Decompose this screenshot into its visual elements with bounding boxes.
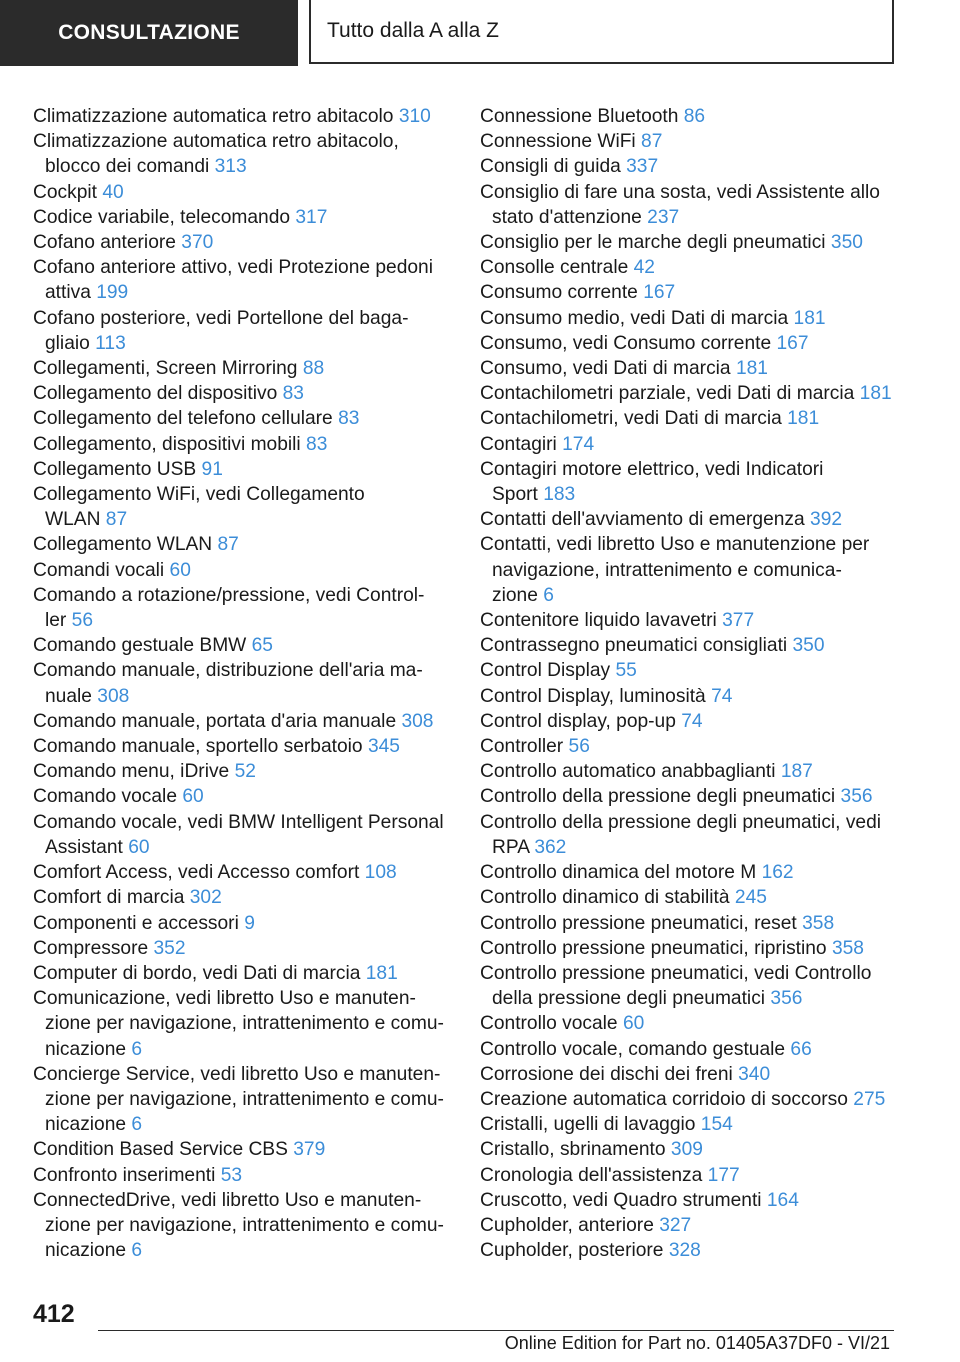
index-entry-text: Cofano anteriore attivo, vedi Protezione pedoni: [33, 257, 433, 279]
page-reference-link[interactable]: 88: [302, 358, 325, 380]
index-entry: [33, 658, 443, 708]
index-entry: [480, 180, 900, 230]
index-entry-text: Control display, pop-up: [480, 710, 676, 732]
page-reference-link[interactable]: 52: [234, 761, 256, 783]
page-reference-link[interactable]: 83: [338, 408, 360, 430]
index-entry-text: Comfort di marcia: [33, 887, 185, 909]
index-entry-text: Controllo dinamico di stabilità: [480, 887, 730, 909]
page-reference-link[interactable]: 6: [131, 1240, 143, 1262]
index-entry-text: Climatizzazione automatica retro abitacolo: [33, 106, 394, 127]
index-entry-text: della pressione degli pneumatici: [492, 988, 766, 1010]
index-entry-text: Condition Based Service CBS: [33, 1139, 288, 1161]
index-entry-text: Concierge Service, vedi libretto Uso e manuten-: [33, 1063, 441, 1085]
index-entry-text: Cockpit: [33, 181, 97, 203]
index-entry-text: Contenitore liquido lavavetri: [480, 610, 717, 632]
index-entry: [480, 1112, 900, 1137]
index-entry: [33, 860, 443, 885]
index-entry: [480, 1062, 900, 1087]
index-entry-text: Assistant: [45, 836, 123, 858]
page-reference-link[interactable]: 60: [169, 559, 191, 581]
index-entry: [33, 356, 443, 381]
index-entry-text: nicazione: [45, 1038, 127, 1060]
index-entry-text: Componenti e accessori: [33, 912, 239, 934]
index-entry: [33, 1062, 443, 1138]
index-entry-text: Controller: [480, 736, 564, 758]
index-entry-text: Consumo corrente: [480, 282, 638, 304]
index-entry-text: WLAN: [45, 509, 101, 531]
page-reference-link[interactable]: 162: [761, 862, 794, 884]
page-reference-link[interactable]: 328: [668, 1240, 701, 1262]
page-reference-link[interactable]: 108: [364, 862, 397, 884]
index-entry: [480, 406, 900, 431]
index-entry: [480, 734, 900, 759]
index-entry-text: Sport: [492, 484, 538, 506]
index-entry: [480, 911, 900, 936]
page-reference-link[interactable]: 91: [201, 458, 223, 480]
index-entry-text: ConnectedDrive, vedi libretto Uso e manuten-: [33, 1189, 422, 1211]
index-entry-text: Controllo pressione pneumatici, vedi Controllo: [480, 962, 872, 984]
index-entry-text: Controllo della pressione degli pneumatici, vedi: [480, 811, 882, 833]
index-entry: [480, 684, 900, 709]
page-reference-link[interactable]: 181: [365, 962, 398, 984]
index-entry-text: zione per navigazione, intrattenimento e comu-: [45, 1214, 444, 1236]
index-entry: [480, 457, 900, 507]
index-entry-text: Connessione WiFi: [480, 131, 636, 153]
index-entry: [480, 154, 900, 179]
index-entry-text: Contatti dell'avviamento di emergenza: [480, 509, 805, 531]
page-reference-link[interactable]: 60: [182, 786, 204, 808]
page-reference-link[interactable]: 187: [780, 761, 813, 783]
index-entry: [480, 1137, 900, 1162]
index-entry: [33, 1188, 443, 1264]
index-entry: [33, 1163, 443, 1188]
page-reference-link[interactable]: 275: [853, 1088, 886, 1110]
page-reference-link[interactable]: 174: [562, 433, 595, 455]
index-entry: [33, 306, 443, 356]
index-entry-text: Cruscotto, vedi Quadro strumenti: [480, 1189, 762, 1211]
index-entry: [480, 356, 900, 381]
index-entry-text: Cristalli, ugelli di lavaggio: [480, 1114, 696, 1136]
index-entry: [480, 1188, 900, 1213]
index-entry: [33, 986, 443, 1062]
index-entry: [480, 1213, 900, 1238]
index-entry-text: Connessione Bluetooth: [480, 106, 679, 127]
index-entry: [480, 936, 900, 961]
page-reference-link[interactable]: 379: [293, 1139, 326, 1161]
index-entry: [33, 583, 443, 633]
chapter-title: Tutto dalla A alla Z: [309, 0, 894, 64]
index-column-right: [480, 104, 900, 1263]
index-entry: [33, 104, 443, 129]
page-reference-link[interactable]: 87: [217, 534, 239, 556]
index-entry-text: Consumo medio, vedi Dati di marcia: [480, 307, 789, 329]
index-entry-text: Contachilometri parziale, vedi Dati di marcia: [480, 383, 855, 405]
index-entry: [33, 255, 443, 305]
index-entry: [480, 230, 900, 255]
index-entry: [33, 734, 443, 759]
index-entry: [480, 810, 900, 860]
section-label: CONSULTAZIONE: [0, 0, 298, 66]
index-entry: [33, 381, 443, 406]
index-entry-text: Comunicazione, vedi libretto Uso e manuten-: [33, 988, 416, 1010]
index-entry-text: Comando vocale, vedi BMW Intelligent Personal: [33, 811, 444, 833]
page-reference-link[interactable]: 345: [367, 736, 400, 758]
page-reference-link[interactable]: 74: [711, 685, 733, 707]
index-entry-text: Controllo automatico anabbaglianti: [480, 761, 776, 783]
index-entry-text: Cofano posteriore, vedi Portellone del baga-: [33, 307, 409, 329]
page-reference-link[interactable]: 87: [105, 509, 128, 531]
index-entry: [480, 104, 900, 129]
index-entry: [480, 658, 900, 683]
index-entry-text: Contrassegno pneumatici consigliati: [480, 635, 788, 657]
index-entry: [480, 255, 900, 280]
index-entry-text: Collegamento WiFi, vedi Collegamento: [33, 484, 365, 506]
index-entry: [480, 1037, 900, 1062]
index-entry: [480, 784, 900, 809]
page-reference-link[interactable]: 310: [398, 106, 431, 127]
index-entry: [33, 885, 443, 910]
index-entry-text: Comando manuale, portata d'aria manuale: [33, 710, 397, 732]
page-reference-link[interactable]: 356: [770, 988, 803, 1010]
index-entry-text: stato d'attenzione: [492, 206, 642, 228]
index-entry: [33, 558, 443, 583]
index-entry-text: Consumo, vedi Dati di marcia: [480, 358, 731, 380]
page-reference-link[interactable]: 337: [626, 156, 659, 178]
page-reference-link[interactable]: 6: [543, 584, 554, 606]
page-reference-link[interactable]: 358: [802, 912, 835, 934]
index-entry: [33, 633, 443, 658]
index-entry: [480, 885, 900, 910]
index-entry: [33, 810, 443, 860]
index-entry-text: Comando manuale, sportello serbatoio: [33, 736, 363, 758]
page-reference-link[interactable]: 86: [683, 106, 706, 127]
index-entry-text: Corrosione dei dischi dei freni: [480, 1063, 733, 1085]
page-reference-link[interactable]: 66: [790, 1038, 812, 1060]
index-entry-text: Consiglio di fare una sosta, vedi Assistente allo: [480, 181, 880, 203]
page-number: 412: [33, 1300, 75, 1328]
page-reference-link[interactable]: 317: [295, 206, 328, 228]
index-entry-text: Controllo pressione pneumatici, reset: [480, 912, 797, 934]
page-reference-link[interactable]: 370: [181, 232, 214, 254]
index-entry-text: Cupholder, anteriore: [480, 1214, 654, 1236]
index-entry: [33, 205, 443, 230]
index-entry-text: gliaio: [45, 332, 90, 354]
page-reference-link[interactable]: 6: [131, 1038, 143, 1060]
index-entry-text: Creazione automatica corridoio di soccorso: [480, 1088, 848, 1110]
index-entry-text: Collegamento del telefono cellulare: [33, 408, 333, 430]
page-reference-link[interactable]: 40: [102, 181, 124, 203]
index-column-left: [33, 104, 443, 1263]
page-reference-link[interactable]: 65: [251, 635, 273, 657]
index-entry: [480, 1087, 900, 1112]
index-entry: [480, 331, 900, 356]
page-reference-link[interactable]: 42: [633, 257, 655, 279]
index-entry-text: zione per navigazione, intrattenimento e comu-: [45, 1088, 444, 1110]
index-entry-text: Comando manuale, distribuzione dell'aria ma-: [33, 660, 423, 682]
page-reference-link[interactable]: 237: [647, 206, 680, 228]
index-entry: [33, 432, 443, 457]
index-entry: [480, 507, 900, 532]
index-entry: [480, 1238, 900, 1263]
index-entry-text: RPA: [492, 836, 529, 858]
index-entry-text: Cristallo, sbrinamento: [480, 1139, 666, 1161]
index-entry-text: ler: [45, 610, 67, 632]
index-entry-text: Controllo della pressione degli pneumatici: [480, 786, 836, 808]
page-reference-link[interactable]: 181: [793, 307, 826, 329]
index-entry-text: Consolle centrale: [480, 257, 629, 279]
index-entry: [480, 1163, 900, 1188]
page-reference-link[interactable]: 327: [659, 1214, 692, 1236]
index-entry: [33, 1137, 443, 1162]
index-entry-text: Control Display: [480, 660, 611, 682]
index-entry: [480, 961, 900, 1011]
page-reference-link[interactable]: 87: [641, 131, 663, 153]
index-entry-text: Consumo, vedi Consumo corrente: [480, 332, 772, 354]
page-reference-link[interactable]: 352: [153, 937, 186, 959]
footer-divider: [98, 1330, 894, 1331]
index-entry-text: Compressore: [33, 937, 149, 959]
index-entry-text: Comando a rotazione/pressione, vedi Control-: [33, 584, 425, 606]
page-reference-link[interactable]: 6: [131, 1114, 143, 1136]
index-entry: [480, 532, 900, 608]
index-entry-text: Collegamento WLAN: [33, 534, 213, 556]
index-entry: [33, 482, 443, 532]
index-entry: [480, 860, 900, 885]
page-reference-link[interactable]: 350: [830, 232, 863, 254]
page-reference-link[interactable]: 164: [766, 1189, 799, 1211]
page-reference-link[interactable]: 362: [534, 836, 567, 858]
index-entry: [480, 381, 900, 406]
page-reference-link[interactable]: 313: [214, 156, 247, 178]
index-entry: [480, 306, 900, 331]
page-reference-link[interactable]: 181: [735, 358, 768, 380]
page-reference-link[interactable]: 183: [543, 484, 576, 506]
index-entry-text: Contagiri motore elettrico, vedi Indicatori: [480, 458, 824, 480]
page-reference-link[interactable]: 309: [670, 1139, 703, 1161]
index-entry-text: Computer di bordo, vedi Dati di marcia: [33, 962, 361, 984]
page-reference-link[interactable]: 340: [738, 1063, 771, 1085]
index-entry-text: zione per navigazione, intrattenimento e comu-: [45, 1013, 444, 1035]
page-reference-link[interactable]: 60: [622, 1013, 645, 1035]
page-reference-link[interactable]: 181: [859, 383, 892, 405]
index-entry-text: Climatizzazione automatica retro abitacolo,: [33, 131, 399, 153]
index-entry-text: Cupholder, posteriore: [480, 1240, 664, 1262]
index-entry-text: Collegamento del dispositivo: [33, 383, 278, 405]
index-entry: [480, 129, 900, 154]
index-entry: [480, 633, 900, 658]
index-entry: [480, 432, 900, 457]
index-entry: [33, 532, 443, 557]
index-entry-text: Collegamenti, Screen Mirroring: [33, 358, 298, 380]
page-reference-link[interactable]: 199: [96, 282, 129, 304]
index-entry: [33, 936, 443, 961]
index-entry: [480, 759, 900, 784]
index-entry-text: attiva: [45, 282, 91, 304]
index-entry-text: Controllo dinamica del motore M: [480, 862, 757, 884]
page-reference-link[interactable]: 302: [189, 887, 222, 909]
page-reference-link[interactable]: 356: [840, 786, 873, 808]
page-reference-link[interactable]: 167: [776, 332, 809, 354]
index-entry-text: nicazione: [45, 1114, 127, 1136]
index-entry-text: Contagiri: [480, 433, 557, 455]
index-entry-text: Controllo pressione pneumatici, ripristino: [480, 937, 827, 959]
index-entry-text: Collegamento, dispositivi mobili: [33, 433, 301, 455]
index-entry-text: Confronto inserimenti: [33, 1164, 216, 1186]
index-entry: [33, 180, 443, 205]
index-entry-text: Comando gestuale BMW: [33, 635, 247, 657]
index-entry: [480, 709, 900, 734]
index-entry-text: Cofano anteriore: [33, 232, 176, 254]
index-entry: [33, 709, 443, 734]
page-reference-link[interactable]: 177: [707, 1164, 740, 1186]
page-reference-link[interactable]: 377: [722, 610, 755, 632]
page-reference-link[interactable]: 154: [700, 1114, 733, 1136]
index-entry: [33, 759, 443, 784]
page-reference-link[interactable]: 9: [244, 912, 255, 934]
page-reference-link[interactable]: 74: [681, 710, 703, 732]
page-reference-link[interactable]: 56: [71, 610, 94, 632]
index-entry: [480, 608, 900, 633]
index-entry-text: Controllo vocale, comando gestuale: [480, 1038, 786, 1060]
index-entry: [33, 230, 443, 255]
page-reference-link[interactable]: 113: [95, 332, 126, 354]
page-reference-link[interactable]: 83: [282, 383, 304, 405]
index-entry-text: Control Display, luminosità: [480, 685, 706, 707]
index-entry: [480, 280, 900, 305]
page-reference-link[interactable]: 55: [615, 660, 637, 682]
index-entry-text: Consigli di guida: [480, 156, 621, 178]
page-reference-link[interactable]: 245: [734, 887, 767, 909]
index-entry-text: Contachilometri, vedi Dati di marcia: [480, 408, 782, 430]
page-reference-link[interactable]: 56: [568, 736, 590, 758]
page-reference-link[interactable]: 181: [787, 408, 820, 430]
index-entry: [33, 911, 443, 936]
index-entry-text: Cronologia dell'assistenza: [480, 1164, 703, 1186]
index-entry-text: zione: [492, 584, 538, 606]
index-entry: [33, 129, 443, 179]
index-entry-text: navigazione, intrattenimento e comunica-: [492, 559, 842, 581]
page-reference-link[interactable]: 83: [306, 433, 328, 455]
index-entry-text: Collegamento USB: [33, 458, 197, 480]
page-reference-link[interactable]: 350: [792, 635, 825, 657]
index-entry-text: Controllo vocale: [480, 1013, 618, 1035]
index-entry-text: nicazione: [45, 1240, 127, 1262]
page-header: [0, 0, 960, 66]
index-entry-text: Comando vocale: [33, 786, 177, 808]
index-entry-text: Comandi vocali: [33, 559, 165, 581]
page-reference-link[interactable]: 308: [401, 710, 434, 732]
index-entry-text: blocco dei comandi: [45, 156, 210, 178]
index-entry: [33, 961, 443, 986]
page-reference-link[interactable]: 167: [643, 282, 676, 304]
index-entry-text: Contatti, vedi libretto Uso e manutenzione per: [480, 534, 870, 556]
index-entry: [480, 1011, 900, 1036]
edition-note: Online Edition for Part no. 01405A37DF0 - VI/21: [504, 1333, 890, 1353]
index-entry: [33, 784, 443, 809]
index-entry-text: Consiglio per le marche degli pneumatici: [480, 232, 826, 254]
page-reference-link[interactable]: 53: [220, 1164, 243, 1186]
page-reference-link[interactable]: 60: [128, 836, 150, 858]
index-entry-text: Codice variabile, telecomando: [33, 206, 291, 228]
index-entry-text: nuale: [45, 685, 92, 707]
index-entry: [33, 457, 443, 482]
index-entry: [33, 406, 443, 431]
page-reference-link[interactable]: 308: [97, 685, 130, 707]
index-entry-text: Comando menu, iDrive: [33, 761, 230, 783]
page-reference-link[interactable]: 358: [831, 937, 864, 959]
page-reference-link[interactable]: 392: [810, 509, 843, 531]
index-entry-text: Comfort Access, vedi Accesso comfort: [33, 862, 360, 884]
